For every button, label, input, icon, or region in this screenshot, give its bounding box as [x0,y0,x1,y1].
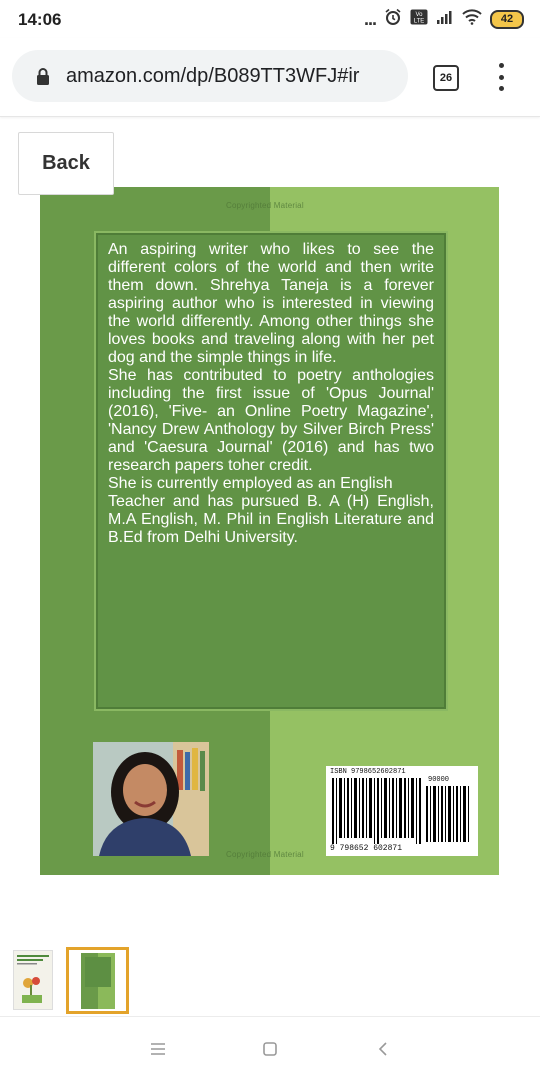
book-back-cover [40,187,499,875]
price-code: 90000 [428,776,450,784]
status-time: 14:06 [18,10,62,29]
volte-icon [410,9,428,30]
more-vert-icon[interactable] [496,63,506,91]
lock-icon [34,67,52,85]
home-square-icon[interactable] [255,1035,285,1063]
author-bio [108,241,434,547]
browser-toolbar [0,38,540,117]
svg-text:Vo: Vo [415,11,423,18]
bio-paragraph: She has contributed to poetry anthologies including the first issue of 'Opus Journal' (2016), 'Five- an Online Poetry Magazine', 'Nancy Drew Anthology by Silver Birch Press' and 'Caesura Journal' (2016) and has two research papers toher credit. [108,367,434,474]
isbn-barcode [326,766,478,856]
watermark-bottom: Copyrighted Material [226,850,304,859]
barcode-digits: 9 798652 602871 [330,844,403,853]
address-bar[interactable] [12,50,408,102]
thumbnail-back-cover[interactable] [66,947,129,1014]
author-photo [93,742,209,856]
back-button[interactable]: Back [18,132,114,195]
system-nav-bar [0,1016,540,1081]
author-bio-box [94,231,448,711]
back-chevron-icon[interactable] [368,1035,398,1063]
barcode-bars [332,778,422,844]
bio-paragraph: Teacher and has pursued B. A (H) English, M.A English, M. Phil in English Literature and B.Ed from Delhi University. [108,493,434,546]
url-text[interactable]: amazon.com/dp/B089TT3WFJ#ir [66,64,360,87]
recents-menu-icon[interactable] [143,1035,173,1063]
battery-icon: 42 [490,10,524,29]
alarm-icon [384,8,402,31]
status-icons [364,8,524,30]
wifi-icon [462,9,482,30]
status-bar [0,0,540,38]
signal-icon [436,10,454,29]
addon-barcode-bars [426,786,470,842]
watermark-top: Copyrighted Material [226,201,304,210]
svg-text:LTE: LTE [413,18,425,24]
thumbnail-front-cover[interactable] [13,950,53,1010]
tab-switcher-button[interactable]: 26 [433,65,459,91]
overflow-dots-icon: ... [363,9,376,29]
isbn-label: ISBN 9798652602871 [330,768,406,776]
bio-paragraph: An aspiring writer who likes to see the different colors of the world and then write them down. Shrehya Taneja is a forever aspiring author who is interested in viewing the world differently. Among other things she loves books and traveling along with her pet dog and the simple things in life. [108,241,434,366]
bio-paragraph: She is currently employed as an English [108,475,393,492]
